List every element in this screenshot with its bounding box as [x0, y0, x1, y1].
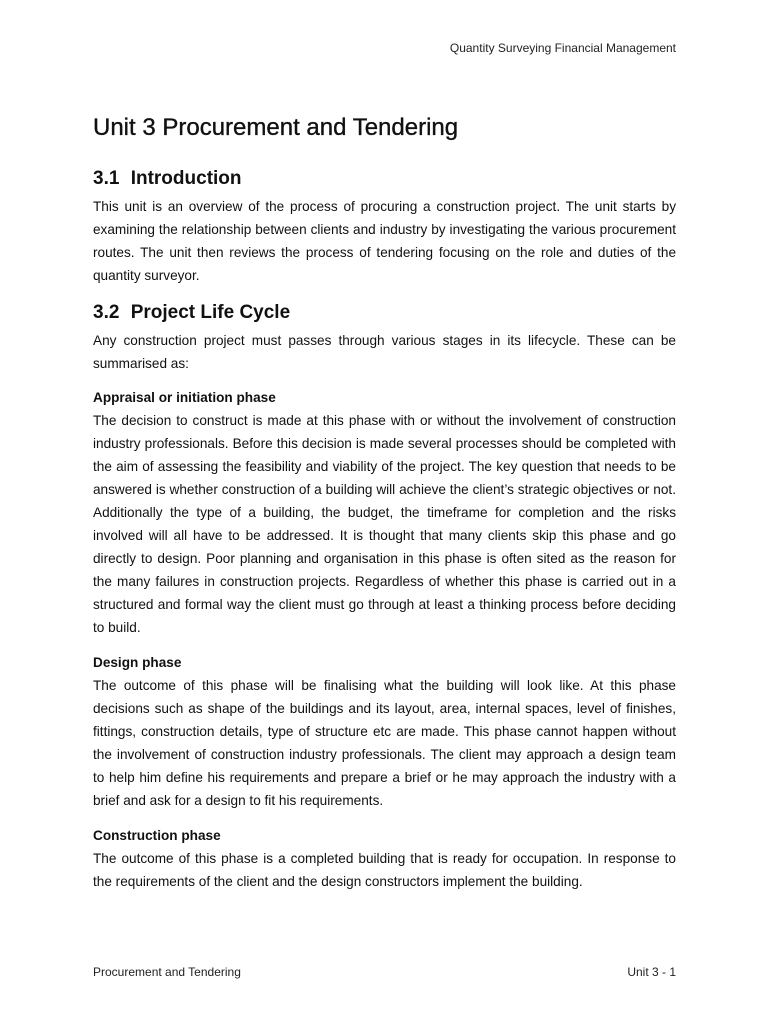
phase-paragraph: The outcome of this phase is a completed building that is ready for occupation. In response to the requirements of the client and the design constructors implement the building.	[93, 851, 676, 889]
section-heading	[93, 168, 676, 190]
phase-paragraph: The decision to construct is made at this phase with or without the involvement of construction industry professionals. Before this decision is made several processes should be completed with the aim of assessing the feasibility and viability of the project. The key question that needs to be answered is whether construction of a building will achieve the client’s strategic objectives or not. Additionally the type of a building, the budget, the timeframe for completion and the risks involved will all have to be addressed. It is thought that many clients skip this phase and go directly to design. Poor planning and organisation in this phase is often sited as the reason for the many failures in construction projects. Regardless of whether this phase is carried out in a structured and formal way the client must go through at least a thinking process before deciding to build.	[93, 413, 676, 635]
section-title: Project Life Cycle	[130, 302, 291, 323]
phase-construction	[93, 827, 676, 893]
page-content	[93, 168, 676, 908]
section-paragraph: This unit is an overview of the process of procuring a construction project. The unit starts by examining the relationship between clients and industry by investigating the various procurement routes. The unit then reviews the process of tendering focusing on the role and duties of the quantity surveyor.	[93, 199, 676, 283]
section-number: 3.1	[93, 168, 120, 189]
phase-heading: Appraisal or initiation phase	[93, 390, 276, 405]
running-footer	[93, 965, 676, 979]
footer-title: Procurement and Tendering	[93, 965, 241, 979]
section-introduction	[93, 168, 676, 287]
page-number: Unit 3 - 1	[627, 965, 676, 979]
unit-title: Unit 3 Procurement and Tendering	[93, 114, 459, 141]
section-heading	[93, 302, 676, 324]
phase-paragraph: The outcome of this phase will be finalising what the building will look like. At this phase decisions such as shape of the buildings and its layout, area, internal spaces, level of finishes, fittings, construction details, type of structure etc are made. This phase cannot happen without the involvement of construction industry professionals. The client may approach a design team to help him define his requirements and prepare a brief or he may approach the industry with a brief and ask for a design to fit his requirements.	[93, 678, 676, 808]
section-project-life-cycle	[93, 302, 676, 375]
section-number: 3.2	[93, 302, 120, 323]
section-paragraph: Any construction project must passes through various stages in its lifecycle. These can be summarised as:	[93, 333, 676, 371]
phase-design	[93, 654, 676, 812]
running-header: Quantity Surveying Financial Management	[449, 41, 676, 55]
phase-heading: Construction phase	[93, 828, 221, 843]
section-title: Introduction	[130, 168, 242, 189]
phase-heading: Design phase	[93, 655, 182, 670]
phase-appraisal	[93, 389, 676, 639]
